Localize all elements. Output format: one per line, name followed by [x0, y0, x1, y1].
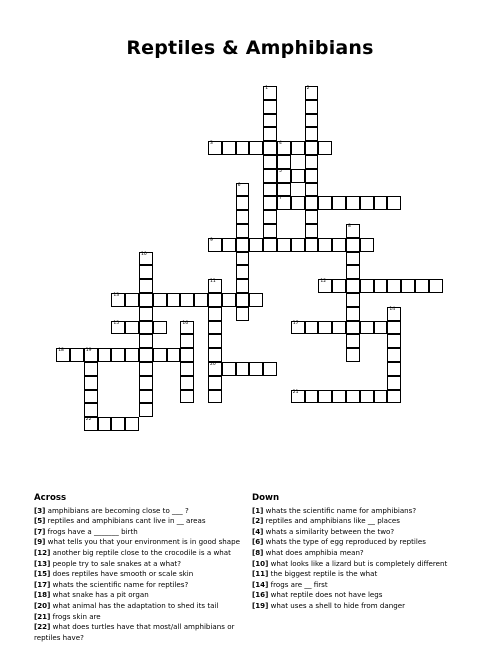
- grid-cell[interactable]: [318, 238, 332, 252]
- across-clue-list: [34, 506, 244, 644]
- grid-cell[interactable]: [249, 362, 263, 376]
- grid-cell[interactable]: [125, 321, 139, 335]
- grid-cell[interactable]: [360, 279, 374, 293]
- clue-text: what animal has the adaptation to shed its tail: [50, 600, 219, 610]
- clue-number: 7: [279, 196, 282, 202]
- clue-number: 3: [210, 141, 213, 147]
- grid-cell[interactable]: [236, 279, 250, 293]
- grid-cell[interactable]: [401, 279, 415, 293]
- clue-label: [14]: [252, 579, 269, 589]
- clue-label: [19]: [252, 600, 269, 610]
- grid-cell[interactable]: [429, 279, 443, 293]
- grid-cell[interactable]: [263, 224, 277, 238]
- clue-number: 11: [210, 279, 216, 285]
- clue-text: frogs have a _______ birth: [45, 526, 138, 536]
- grid-cell[interactable]: [318, 279, 332, 293]
- grid-cell[interactable]: [305, 196, 319, 210]
- clue-number: 4: [279, 141, 282, 147]
- clue-label: [10]: [252, 558, 269, 568]
- grid-cell[interactable]: [305, 127, 319, 141]
- grid-cell[interactable]: [84, 390, 98, 404]
- down-clue: [252, 569, 482, 580]
- clue-text: what tells you that your environment is in good shape: [45, 537, 240, 547]
- across-clue: [34, 622, 244, 643]
- down-clue: [252, 537, 482, 548]
- clue-text: another big reptile close to the crocodile is a what: [50, 547, 231, 557]
- grid-cell[interactable]: [236, 210, 250, 224]
- grid-cell[interactable]: [291, 141, 305, 155]
- grid-cell[interactable]: [291, 169, 305, 183]
- grid-cell[interactable]: [305, 238, 319, 252]
- down-clue: [252, 516, 482, 527]
- clue-label: [16]: [252, 590, 269, 600]
- grid-cell[interactable]: [387, 307, 401, 321]
- grid-cell[interactable]: [153, 293, 167, 307]
- clue-text: what reptile does not have legs: [268, 590, 383, 600]
- clue-label: [11]: [252, 569, 269, 579]
- across-clue: [34, 506, 244, 517]
- grid-cell[interactable]: [332, 196, 346, 210]
- grid-cell[interactable]: [236, 265, 250, 279]
- grid-cell[interactable]: [346, 224, 360, 238]
- grid-cell[interactable]: [305, 141, 319, 155]
- clue-label: [2]: [252, 516, 264, 526]
- grid-cell[interactable]: [277, 238, 291, 252]
- grid-cell[interactable]: [208, 279, 222, 293]
- clue-label: [7]: [34, 526, 46, 536]
- grid-cell[interactable]: [263, 114, 277, 128]
- grid-cell[interactable]: [387, 279, 401, 293]
- clue-label: [8]: [252, 547, 264, 557]
- across-clue: [34, 569, 244, 580]
- grid-cell[interactable]: [222, 141, 236, 155]
- across-clue: [34, 527, 244, 538]
- clue-number: 14: [389, 306, 396, 312]
- grid-cell[interactable]: [236, 224, 250, 238]
- grid-cell[interactable]: [84, 348, 98, 362]
- clue-label: [4]: [252, 526, 264, 536]
- clue-text: whats the scientific name for amphibians?: [263, 505, 417, 515]
- down-heading: Down: [252, 493, 280, 503]
- grid-cell[interactable]: [125, 348, 139, 362]
- grid-cell[interactable]: [236, 307, 250, 321]
- down-clue: [252, 506, 482, 517]
- grid-cell[interactable]: [111, 293, 125, 307]
- grid-cell[interactable]: [98, 417, 112, 431]
- grid-cell[interactable]: [208, 238, 222, 252]
- clue-text: frogs are __ first: [268, 579, 328, 589]
- page-title: Reptiles & Amphibians: [126, 37, 374, 59]
- clue-label: [15]: [34, 569, 51, 579]
- grid-cell[interactable]: [387, 390, 401, 404]
- grid-cell[interactable]: [332, 390, 346, 404]
- grid-cell[interactable]: [305, 169, 319, 183]
- grid-cell[interactable]: [208, 321, 222, 335]
- grid-cell[interactable]: [263, 100, 277, 114]
- grid-cell[interactable]: [305, 86, 319, 100]
- grid-cell[interactable]: [180, 376, 194, 390]
- grid-cell[interactable]: [277, 155, 291, 169]
- clue-text: what does amphibia mean?: [263, 547, 364, 557]
- clue-text: what uses a shell to hide from danger: [268, 600, 406, 610]
- grid-cell[interactable]: [291, 390, 305, 404]
- across-clue: [34, 559, 244, 570]
- clue-label: [9]: [34, 537, 46, 547]
- grid-cell[interactable]: [387, 321, 401, 335]
- clue-number: 18: [58, 348, 64, 354]
- clue-text: reptiles and amphibians cant live in __ areas: [45, 516, 206, 526]
- clue-text: does reptiles have smooth or scale skin: [50, 569, 194, 579]
- clue-label: [13]: [34, 558, 51, 568]
- clue-label: [3]: [34, 505, 46, 515]
- grid-cell[interactable]: [111, 321, 125, 335]
- grid-cell[interactable]: [318, 321, 332, 335]
- clue-text: whats the type of egg reproduced by reptiles: [263, 537, 426, 547]
- grid-cell[interactable]: [263, 127, 277, 141]
- down-clue: [252, 548, 482, 559]
- grid-cell[interactable]: [180, 390, 194, 404]
- clue-number: 13: [113, 293, 120, 298]
- grid-cell[interactable]: [139, 376, 153, 390]
- grid-cell[interactable]: [360, 238, 374, 252]
- grid-cell[interactable]: [208, 141, 222, 155]
- across-clue: [34, 601, 244, 612]
- clue-text: amphibians are becoming close to ___ ?: [45, 505, 189, 515]
- grid-cell[interactable]: [208, 376, 222, 390]
- clue-number: 2: [306, 86, 310, 91]
- clue-text: what does turtles have that most/all amphibians or reptiles have?: [34, 622, 235, 642]
- grid-cell[interactable]: [236, 141, 250, 155]
- clue-label: [18]: [34, 590, 51, 600]
- grid-cell[interactable]: [374, 279, 388, 293]
- grid-cell[interactable]: [318, 196, 332, 210]
- grid-cell[interactable]: [305, 114, 319, 128]
- grid-cell[interactable]: [346, 196, 360, 210]
- clue-number: 19: [85, 348, 92, 354]
- grid-cell[interactable]: [180, 362, 194, 376]
- grid-cell[interactable]: [208, 362, 222, 376]
- clue-number: 1: [265, 86, 269, 91]
- grid-cell[interactable]: [346, 265, 360, 279]
- grid-cell[interactable]: [346, 334, 360, 348]
- grid-cell[interactable]: [236, 362, 250, 376]
- grid-cell[interactable]: [305, 321, 319, 335]
- clue-label: [20]: [34, 600, 51, 610]
- clue-number: 17: [292, 320, 299, 326]
- grid-cell[interactable]: [305, 224, 319, 238]
- grid-cell[interactable]: [305, 210, 319, 224]
- grid-cell[interactable]: [305, 183, 319, 197]
- grid-cell[interactable]: [263, 183, 277, 197]
- grid-cell[interactable]: [374, 321, 388, 335]
- down-clue: [252, 559, 482, 570]
- grid-cell[interactable]: [277, 141, 291, 155]
- grid-cell[interactable]: [277, 196, 291, 210]
- grid-cell[interactable]: [415, 279, 429, 293]
- grid-cell[interactable]: [346, 390, 360, 404]
- grid-cell[interactable]: [194, 293, 208, 307]
- grid-cell[interactable]: [387, 376, 401, 390]
- grid-cell[interactable]: [167, 348, 181, 362]
- grid-cell[interactable]: [111, 348, 125, 362]
- grid-cell[interactable]: [387, 362, 401, 376]
- grid-cell[interactable]: [346, 279, 360, 293]
- clue-text: people try to sale snakes at a what?: [50, 558, 181, 568]
- clue-number: 10: [141, 251, 147, 257]
- grid-cell[interactable]: [332, 321, 346, 335]
- grid-cell[interactable]: [153, 321, 167, 335]
- grid-cell[interactable]: [318, 141, 332, 155]
- grid-cell[interactable]: [305, 155, 319, 169]
- grid-cell[interactable]: [277, 169, 291, 183]
- grid-cell[interactable]: [360, 196, 374, 210]
- grid-cell[interactable]: [387, 348, 401, 362]
- grid-cell[interactable]: [291, 196, 305, 210]
- grid-cell[interactable]: [249, 238, 263, 252]
- grid-cell[interactable]: [208, 348, 222, 362]
- grid-cell[interactable]: [387, 196, 401, 210]
- down-clue: [252, 601, 482, 612]
- across-heading: Across: [34, 493, 67, 503]
- grid-cell[interactable]: [208, 293, 222, 307]
- across-clue: [34, 580, 244, 591]
- grid-cell[interactable]: [180, 293, 194, 307]
- clue-number: 5: [279, 168, 282, 174]
- grid-cell[interactable]: [139, 403, 153, 417]
- grid-cell[interactable]: [139, 362, 153, 376]
- grid-cell[interactable]: [249, 293, 263, 307]
- grid-cell[interactable]: [222, 293, 236, 307]
- clue-number: 22: [85, 417, 92, 423]
- down-clue: [252, 580, 482, 591]
- clue-number: 8: [348, 224, 351, 229]
- grid-cell[interactable]: [167, 293, 181, 307]
- grid-cell[interactable]: [263, 155, 277, 169]
- grid-cell[interactable]: [98, 348, 112, 362]
- grid-cell[interactable]: [84, 362, 98, 376]
- grid-cell[interactable]: [56, 348, 70, 362]
- grid-cell[interactable]: [139, 252, 153, 266]
- grid-cell[interactable]: [291, 321, 305, 335]
- clue-label: [21]: [34, 611, 51, 621]
- grid-cell[interactable]: [125, 417, 139, 431]
- grid-cell[interactable]: [222, 362, 236, 376]
- grid-cell[interactable]: [236, 238, 250, 252]
- grid-cell[interactable]: [180, 334, 194, 348]
- grid-cell[interactable]: [332, 238, 346, 252]
- grid-cell[interactable]: [305, 100, 319, 114]
- grid-cell[interactable]: [263, 86, 277, 100]
- across-clue: [34, 548, 244, 559]
- clue-number: 6: [237, 182, 241, 188]
- grid-cell[interactable]: [387, 334, 401, 348]
- grid-cell[interactable]: [139, 390, 153, 404]
- grid-cell[interactable]: [346, 307, 360, 321]
- grid-cell[interactable]: [263, 362, 277, 376]
- grid-cell[interactable]: [346, 321, 360, 335]
- grid-cell[interactable]: [360, 390, 374, 404]
- grid-cell[interactable]: [263, 238, 277, 252]
- down-clue: [252, 527, 482, 538]
- grid-cell[interactable]: [125, 293, 139, 307]
- grid-cell[interactable]: [346, 238, 360, 252]
- grid-cell[interactable]: [277, 183, 291, 197]
- grid-cell[interactable]: [263, 196, 277, 210]
- clue-number: 21: [292, 389, 299, 395]
- grid-cell[interactable]: [236, 196, 250, 210]
- grid-cell[interactable]: [360, 321, 374, 335]
- across-clues: [34, 493, 244, 643]
- clue-text: what looks like a lizard but is completely different: [268, 558, 448, 568]
- grid-cell[interactable]: [305, 390, 319, 404]
- clue-number: 15: [113, 320, 120, 326]
- clue-label: [6]: [252, 537, 264, 547]
- grid-cell[interactable]: [84, 376, 98, 390]
- grid-cell[interactable]: [139, 265, 153, 279]
- down-clues: [252, 493, 482, 612]
- clue-label: [12]: [34, 547, 51, 557]
- grid-cell[interactable]: [139, 279, 153, 293]
- clue-text: whats the scientific name for reptiles?: [50, 579, 189, 589]
- grid-cell[interactable]: [374, 390, 388, 404]
- across-clue: [34, 516, 244, 527]
- grid-cell[interactable]: [263, 141, 277, 155]
- clue-label: [1]: [252, 505, 264, 515]
- grid-cell[interactable]: [139, 321, 153, 335]
- grid-cell[interactable]: [208, 390, 222, 404]
- grid-cell[interactable]: [139, 348, 153, 362]
- grid-cell[interactable]: [236, 252, 250, 266]
- grid-cell[interactable]: [139, 307, 153, 321]
- clue-number: 20: [210, 362, 216, 367]
- grid-cell[interactable]: [332, 279, 346, 293]
- clue-text: what snake has a pit organ: [50, 590, 149, 600]
- grid-cell[interactable]: [291, 238, 305, 252]
- clue-number: 16: [182, 320, 189, 326]
- grid-cell[interactable]: [236, 183, 250, 197]
- across-clue: [34, 612, 244, 623]
- grid-cell[interactable]: [84, 403, 98, 417]
- grid-cell[interactable]: [263, 210, 277, 224]
- grid-cell[interactable]: [208, 334, 222, 348]
- grid-cell[interactable]: [180, 321, 194, 335]
- grid-cell[interactable]: [139, 293, 153, 307]
- grid-cell[interactable]: [180, 348, 194, 362]
- grid-cell[interactable]: [374, 196, 388, 210]
- grid-cell[interactable]: [139, 334, 153, 348]
- grid-cell[interactable]: [263, 169, 277, 183]
- grid-cell[interactable]: [236, 293, 250, 307]
- grid-cell[interactable]: [249, 141, 263, 155]
- across-clue: [34, 537, 244, 548]
- clue-text: the biggest reptile is the what: [268, 569, 378, 579]
- grid-cell[interactable]: [346, 293, 360, 307]
- clue-label: [17]: [34, 579, 51, 589]
- clue-label: [5]: [34, 516, 46, 526]
- across-clue: [34, 590, 244, 601]
- clue-text: reptiles and amphibians like __ places: [263, 516, 400, 526]
- down-clue: [252, 590, 482, 601]
- grid-cell[interactable]: [153, 348, 167, 362]
- grid-cell[interactable]: [84, 417, 98, 431]
- grid-cell[interactable]: [346, 252, 360, 266]
- clue-text: frogs skin are: [50, 611, 101, 621]
- clue-text: whats a similarity between the two?: [263, 526, 395, 536]
- clue-label: [22]: [34, 622, 51, 632]
- down-clue-list: [252, 506, 482, 612]
- grid-cell[interactable]: [111, 417, 125, 431]
- grid-cell[interactable]: [346, 348, 360, 362]
- clue-number: 12: [320, 279, 327, 285]
- grid-cell[interactable]: [70, 348, 84, 362]
- grid-cell[interactable]: [222, 238, 236, 252]
- clue-number: 9: [210, 237, 213, 243]
- grid-cell[interactable]: [208, 307, 222, 321]
- grid-cell[interactable]: [318, 390, 332, 404]
